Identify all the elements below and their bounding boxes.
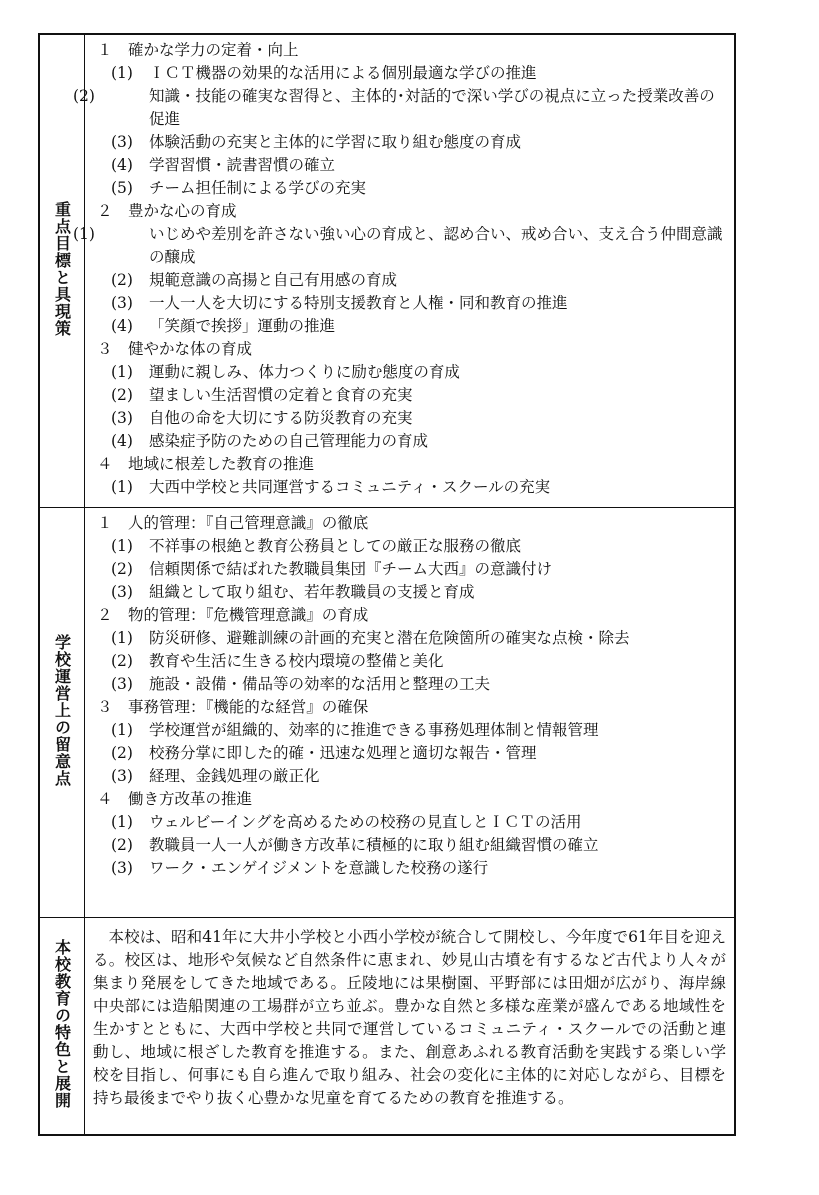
list-item: (3) 施設・設備・備品等の効率的な活用と整理の工夫 (111, 674, 491, 693)
list-item: (2) 信頼関係で結ばれた教職員集団『チーム大西』の意識付け (111, 559, 553, 578)
group-heading: ３ 事務管理：『機能的な経営』の確保 (97, 697, 369, 716)
section-content (85, 507, 736, 917)
list-item: (1) 運動に親しみ、体力つくりに励む態度の育成 (111, 363, 460, 381)
list-item: (3) 組織として取り組む、若年教職員の支援と育成 (111, 582, 475, 601)
group-heading: ２ 豊かな心の育成 (97, 202, 237, 220)
list-item: (1) 防災研修、避難訓練の計画的充実と潜在危険箇所の確実な点検・除去 (111, 628, 630, 647)
group-heading: １ 人的管理：『自己管理意識』の徹底 (97, 513, 369, 532)
list-item: (2) 教育や生活に生きる校内環境の整備と美化 (111, 651, 444, 670)
list-item: (5) チーム担任制による学びの充実 (111, 179, 367, 197)
section-label: 学校運営上の留意点 (52, 633, 72, 787)
list-item: (2) 知識・技能の確実な習得と、主体的･対話的で深い学びの視点に立った授業改善の促進 (73, 87, 715, 128)
features-paragraph: 本校は、昭和41年に大井小学校と小西小学校が統合して開校し、今年度で61年目を迎える。校区は、地形や気候など自然条件に恵まれ、妙見山古墳を有するなど古代より人々が集まり発展をしてきた地域である。丘陵地には果樹園、平野部には田畑が広がり、海岸線中央部には造船関連の工場群が立ち並ぶ。豊かな自然と多様な産業が盛んである地域性を生かすとともに、大西中学校と共同で運営しているコミュニティ・スクールでの活動と連動し、地域に根ざした教育を推進する。また、創意あふれる教育活動を実践する楽しい学校を目指し、何事にも自ら進んで取り組み、社会の変化に主体的に対応しながら、目標を持ち最後までやり抜く心豊かな児童を育てるための教育を推進する。 (93, 927, 726, 1107)
list-item: (1) ＩＣＴ機器の効果的な活用による個別最適な学びの推進 (111, 64, 537, 82)
section-content (85, 917, 736, 1135)
section-label-cell (39, 917, 85, 1135)
group-heading: ４ 地域に根差した教育の推進 (97, 455, 315, 473)
list-item: (1) ウェルビーイングを高めるための校務の見直しとＩＣＴの活用 (111, 812, 582, 831)
list-item: (3) 経理、金銭処理の厳正化 (111, 766, 320, 785)
list-item: (1) 学校運営が組織的、効率的に推進できる事務処理体制と情報管理 (111, 720, 599, 739)
section-row-features (39, 917, 735, 1135)
list-item: (4) 学習習慣・読書習慣の確立 (111, 156, 336, 174)
list-item: (3) 自他の命を大切にする防災教育の充実 (111, 409, 413, 427)
list-item: (4) 感染症予防のための自己管理能力の育成 (111, 432, 429, 450)
policy-table (38, 33, 736, 1136)
group-heading: ４ 働き方改革の推進 (97, 789, 253, 808)
section-label-cell (39, 507, 85, 917)
list-item: (1) 大西中学校と共同運営するコミュニティ・スクールの充実 (111, 478, 551, 496)
list-item: (3) 体験活動の充実と主体的に学習に取り組む態度の育成 (111, 133, 522, 151)
list-item: (4) 「笑顔で挨拶」運動の推進 (111, 317, 336, 335)
section-row-goals (39, 34, 735, 507)
section-content (73, 34, 736, 507)
section-row-management (39, 507, 735, 917)
group-heading: ２ 物的管理：『危機管理意識』の育成 (97, 605, 369, 624)
group-heading: ３ 健やかな体の育成 (97, 340, 253, 358)
list-item: (1) いじめや差別を許さない強い心の育成と、認め合い、戒め合い、支え合う仲間意識の醸成 (73, 225, 723, 266)
list-item: (2) 規範意識の高揚と自己有用感の育成 (111, 271, 398, 289)
section-label: 本校教育の特色と展開 (52, 938, 72, 1109)
list-item: (2) 教職員一人一人が働き方改革に積極的に取り組む組織習慣の確立 (111, 835, 599, 854)
section-label: 重点目標と具現策 (52, 200, 72, 337)
list-item: (2) 望ましい生活習慣の定着と食育の充実 (111, 386, 413, 404)
list-item: (1) 不祥事の根絶と教育公務員としての厳正な服務の徹底 (111, 536, 522, 555)
list-item: (2) 校務分掌に即した的確・迅速な処理と適切な報告・管理 (111, 743, 537, 762)
group-heading: １ 確かな学力の定着・向上 (97, 41, 299, 59)
list-item: (3) 一人一人を大切にする特別支援教育と人権・同和教育の推進 (111, 294, 568, 312)
list-item: (3) ワーク・エンゲイジメントを意識した校務の遂行 (111, 858, 489, 877)
